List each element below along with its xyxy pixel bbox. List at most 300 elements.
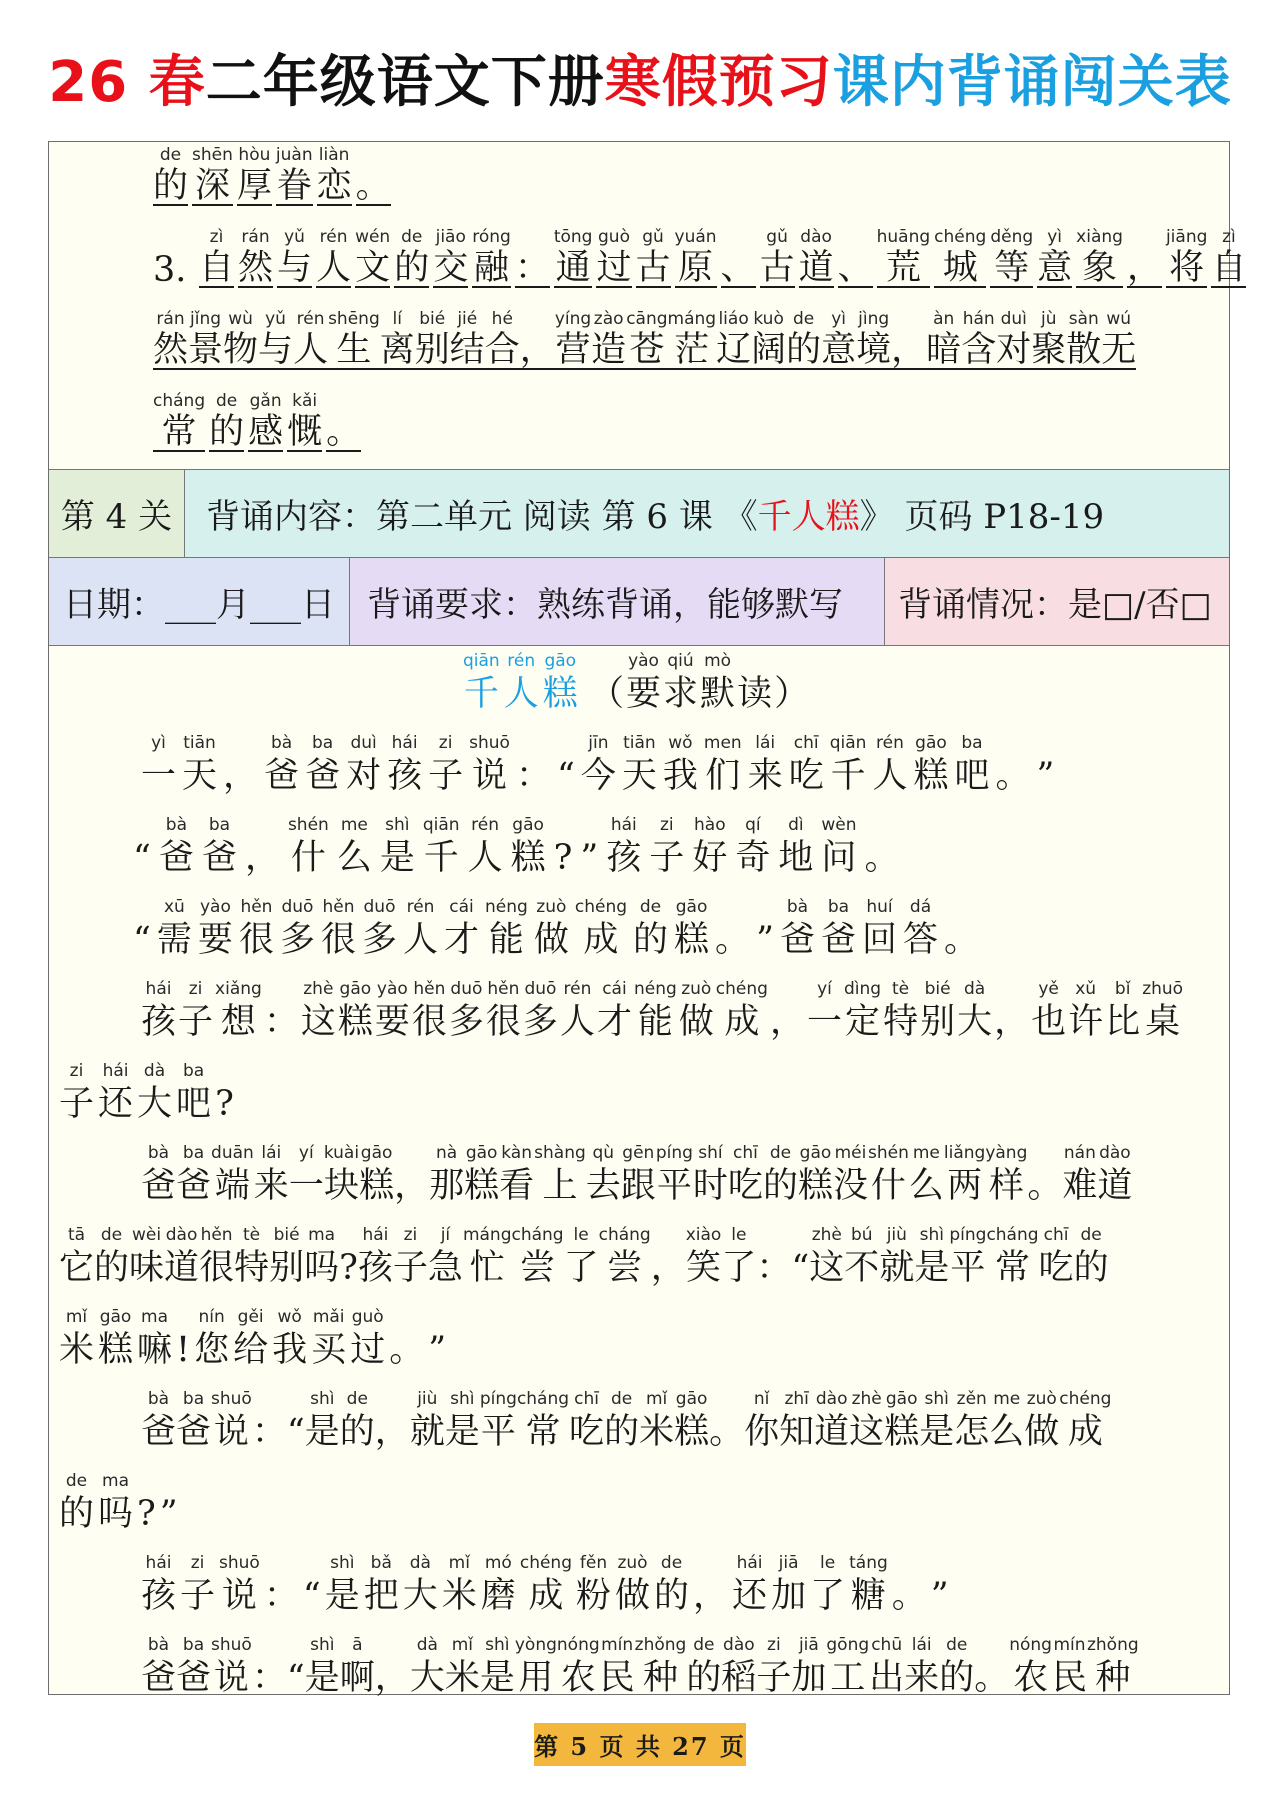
ruby-char (663, 730, 698, 796)
hanzi: “ (556, 756, 575, 796)
pinyin: yào (199, 897, 231, 917)
pinyin: dào (723, 1635, 755, 1655)
hanzi: 许 (1068, 1002, 1104, 1042)
hanzi: 。 (355, 166, 391, 206)
hanzi: 古 (759, 248, 795, 288)
ruby-char (560, 976, 595, 1042)
pinyin: hěn (240, 897, 273, 917)
ruby-char (1037, 224, 1072, 288)
pinyin: jù (1040, 309, 1057, 329)
ruby-char (751, 306, 786, 370)
pinyin: zuò (681, 979, 712, 999)
hanzi: 吗 (98, 1494, 134, 1534)
ruby-char (272, 1304, 307, 1370)
hanzi: 很 (485, 1002, 521, 1042)
ruby-char (304, 1222, 339, 1288)
hanzi: 的 (633, 920, 669, 960)
hanzi: 跟 (620, 1166, 656, 1206)
ruby-char (555, 306, 591, 370)
hanzi: 爸 (779, 920, 815, 960)
hanzi: 离 (379, 330, 415, 370)
hanzi: 读 (737, 674, 773, 714)
ruby-char (1059, 1386, 1111, 1452)
hanzi: ! (176, 1330, 191, 1370)
ruby-char (445, 1386, 480, 1452)
ruby-char (954, 730, 989, 796)
hanzi: 。 (326, 412, 362, 452)
ruby-char (288, 812, 329, 878)
pinyin: nà (436, 1143, 458, 1163)
pinyin: xū (163, 897, 185, 917)
hanzi: 成 (724, 1002, 760, 1042)
ruby-char (704, 730, 742, 796)
pinyin: dà (964, 979, 986, 999)
hanzi: 。 (709, 1412, 745, 1452)
hanzi: 难 (1062, 1166, 1098, 1206)
ruby-char (599, 1222, 651, 1288)
ruby-char (276, 142, 313, 206)
hanzi: 孩 (387, 756, 423, 796)
ruby-char (606, 812, 641, 878)
hanzi: 多 (361, 920, 397, 960)
ruby-char (301, 976, 336, 1042)
hanzi: 的 (686, 1658, 722, 1698)
hanzi: ： (251, 1412, 287, 1452)
pinyin: yǔ (265, 309, 286, 329)
ruby-char (884, 1386, 919, 1452)
hanzi: 天 (621, 756, 657, 796)
hanzi: 对 (346, 756, 382, 796)
hanzi: “ (286, 1412, 305, 1452)
ruby-char (188, 306, 223, 370)
hanzi: 千 (423, 838, 459, 878)
ruby-char (569, 1386, 604, 1452)
hanzi: 这 (300, 1002, 336, 1042)
ruby-char (410, 1386, 445, 1452)
ruby-char (879, 1222, 914, 1288)
hanzi: 那 (429, 1166, 465, 1206)
hanzi: 平 (656, 1166, 692, 1206)
ruby-char (485, 306, 520, 370)
hanzi: 怎 (954, 1412, 990, 1452)
ruby-char (1066, 306, 1101, 370)
pinyin: zhuō (1142, 979, 1184, 999)
ruby-char (472, 224, 511, 288)
pinyin: kuò (753, 309, 784, 329)
ruby-char (199, 224, 234, 288)
ruby-char (176, 1386, 211, 1452)
hanzi: 。 (995, 756, 1031, 796)
pinyin: kàn (501, 1143, 533, 1163)
title-recitation-table: 课内背诵闯关表 (832, 50, 1232, 115)
pinyin: cháng (153, 391, 206, 411)
pinyin: shén (287, 815, 329, 835)
hanzi: 子 (392, 1248, 428, 1288)
pinyin: rán (156, 309, 185, 329)
hanzi: 加 (791, 1658, 827, 1698)
pinyin: yòng (514, 1635, 557, 1655)
hanzi: 还 (732, 1576, 768, 1616)
pinyin: duì (350, 733, 377, 753)
ruby-char (626, 306, 667, 370)
hanzi: 然 (238, 248, 274, 288)
pinyin: xǔ (1075, 979, 1097, 999)
passage-line (141, 730, 1054, 796)
hanzi: 什 (870, 1166, 906, 1206)
pinyin: chī (574, 1389, 599, 1409)
ruby-char (516, 730, 551, 796)
hanzi: 人 (293, 330, 329, 370)
pinyin: ba (208, 815, 231, 835)
hanzi: 种 (1095, 1658, 1131, 1698)
hanzi: 营 (555, 330, 591, 370)
hanzi: 自 (199, 248, 235, 288)
ruby-char (252, 1632, 287, 1698)
ruby-char (280, 894, 315, 960)
pinyin: duō (524, 979, 557, 999)
hanzi: 子 (59, 1084, 95, 1124)
date-field[interactable]: 日期：___月___日 (63, 585, 335, 625)
ruby-char (428, 1304, 446, 1370)
ruby-char (877, 224, 931, 288)
pinyin: me (340, 815, 368, 835)
ruby-char (581, 730, 616, 796)
pinyin: píng (949, 1225, 987, 1245)
ruby-char (639, 1386, 674, 1452)
pinyin: zhī (784, 1389, 809, 1409)
pinyin: wǒ (277, 1307, 302, 1327)
hanzi: 尝 (520, 1248, 556, 1288)
pinyin: gāo (675, 1389, 708, 1409)
ruby-char (675, 224, 717, 288)
pinyin: jiù (417, 1389, 438, 1409)
pinyin: chī (733, 1143, 758, 1163)
ruby-char (375, 1632, 410, 1698)
level-label-cell (49, 470, 184, 557)
pinyin: nín (198, 1307, 225, 1327)
hanzi: 荒 (885, 248, 921, 288)
ruby-char (94, 1222, 129, 1288)
hanzi: 种 (642, 1658, 678, 1698)
ruby-char (799, 224, 834, 288)
hanzi: 生 (336, 330, 372, 370)
ruby-char (423, 812, 460, 878)
hanzi: 境 (856, 330, 892, 370)
pinyin: gāo (675, 897, 708, 917)
pinyin: duō (363, 897, 396, 917)
passage-line (59, 1222, 1109, 1288)
hanzi: 是 (914, 1248, 950, 1288)
ruby-char (277, 224, 312, 288)
ruby-char (209, 388, 244, 452)
ruby-char (415, 306, 450, 370)
hanzi: 。 (891, 1576, 927, 1616)
pinyin: dào (1099, 1143, 1131, 1163)
pinyin: hái (610, 815, 637, 835)
pinyin: zì (1222, 227, 1236, 247)
hanzi: 交 (433, 248, 469, 288)
pinyin: duì (1000, 309, 1027, 329)
ruby-char (375, 1386, 410, 1452)
ruby-char (700, 648, 735, 714)
ruby-char (821, 306, 856, 370)
hanzi: 味 (129, 1248, 165, 1288)
hanzi: ， (374, 1412, 410, 1452)
pinyin: juàn (275, 145, 313, 165)
ruby-char (481, 1550, 516, 1616)
ruby-char (359, 1140, 394, 1206)
ruby-char (153, 388, 205, 452)
hanzi: 糕 (884, 1412, 920, 1452)
hanzi: 做 (533, 920, 569, 960)
pinyin: ba (311, 733, 334, 753)
ruby-char (219, 1550, 260, 1616)
hanzi: 多 (522, 1002, 558, 1042)
divider (884, 558, 885, 645)
ruby-char (337, 812, 372, 878)
hanzi: 没 (832, 1166, 868, 1206)
pinyin: hòu (238, 145, 271, 165)
pinyin: shí (698, 1143, 723, 1163)
ruby-char (693, 1550, 728, 1616)
pinyin: bà (270, 733, 293, 753)
text-line (49, 812, 1229, 894)
ruby-char (693, 1140, 728, 1206)
hanzi: ” (428, 1330, 447, 1370)
pinyin: zhǒng (634, 1635, 687, 1655)
hanzi: 多 (279, 920, 315, 960)
pinyin: chéng (934, 227, 987, 247)
hanzi: 一 (806, 1002, 842, 1042)
hanzi: 天 (182, 756, 218, 796)
pinyin: hěn (200, 1225, 233, 1245)
date-cell (49, 558, 349, 645)
ruby-char (791, 1632, 826, 1698)
ruby-char (833, 1140, 868, 1206)
ruby-char (180, 1550, 215, 1616)
hanzi: 么 (989, 1412, 1025, 1452)
hanzi: 糕 (359, 1166, 395, 1206)
hanzi: 特 (234, 1248, 270, 1288)
pinyin: táng (849, 1553, 888, 1573)
ruby-char (176, 1632, 211, 1698)
pinyin: bié (273, 1225, 300, 1245)
pinyin: jǐng (190, 309, 222, 329)
ruby-char (674, 1386, 709, 1452)
pinyin: qiān (463, 651, 500, 671)
hanzi: 造 (591, 330, 627, 370)
pinyin: ā (352, 1635, 363, 1655)
requirement-cell (349, 558, 884, 645)
hanzi: ? (339, 1248, 358, 1288)
hanzi: 的 (339, 1412, 375, 1452)
ruby-char (774, 648, 809, 714)
pinyin: ma (141, 1307, 169, 1327)
hanzi: 孩 (606, 838, 642, 878)
ruby-char (709, 1386, 744, 1452)
pinyin: jié (457, 309, 478, 329)
hanzi: 来 (904, 1658, 940, 1698)
pinyin: de (215, 391, 238, 411)
text-line (49, 894, 1229, 976)
ruby-char (534, 1140, 586, 1206)
ruby-char (821, 894, 856, 960)
hanzi: 大 (137, 1084, 173, 1124)
hanzi: 是 (444, 1412, 480, 1452)
hanzi: 端 (214, 1166, 250, 1206)
hanzi: 就 (409, 1412, 445, 1452)
text-line (49, 142, 1229, 224)
hanzi: “ (133, 838, 151, 878)
underlined-phrase (153, 306, 1136, 370)
pinyin: yǔ (284, 227, 305, 247)
hanzi: 想 (220, 1002, 256, 1042)
pinyin: yì (831, 309, 847, 329)
pinyin: ba (827, 897, 850, 917)
ruby-char (153, 306, 188, 370)
ruby-char (686, 1632, 721, 1698)
pinyin: jīn (588, 733, 609, 753)
pinyin: jiāng (1165, 227, 1208, 247)
hanzi: ， (223, 756, 259, 796)
ruby-char (604, 1386, 639, 1452)
ruby-char (293, 306, 328, 370)
hanzi: 说 (213, 1658, 249, 1698)
ruby-char (826, 1632, 869, 1698)
ruby-char (1068, 976, 1103, 1042)
text-line (49, 1058, 1229, 1140)
ruby-char (428, 730, 463, 796)
pinyin: shì (485, 1635, 510, 1655)
ruby-char (237, 142, 272, 206)
ruby-char (634, 976, 677, 1042)
ruby-char (554, 224, 593, 288)
hanzi: 。 (715, 920, 751, 960)
ruby-char (789, 730, 824, 796)
status-checkbox[interactable]: 背诵情况：是□/否□ (898, 585, 1212, 625)
pinyin: de (1080, 1225, 1102, 1245)
ruby-char (211, 1140, 254, 1206)
hanzi: ” (756, 920, 774, 960)
passage-line (141, 1140, 1132, 1206)
pinyin: bà (147, 1635, 170, 1655)
hanzi: 民 (599, 1658, 635, 1698)
text-line (49, 388, 1229, 470)
ruby-char (264, 1550, 299, 1616)
ruby-char (321, 894, 356, 960)
ruby-char (920, 976, 955, 1042)
ruby-char (303, 1550, 321, 1616)
pinyin: de (792, 309, 815, 329)
ruby-char (1127, 224, 1162, 288)
ruby-char (233, 1304, 268, 1370)
pinyin: qí (745, 815, 761, 835)
hanzi: 特 (883, 1002, 919, 1042)
ruby-char (358, 1222, 393, 1288)
pinyin: duān (211, 1143, 254, 1163)
ruby-char (957, 976, 992, 1042)
hanzi: 多 (448, 1002, 484, 1042)
hanzi: 说 (213, 1412, 249, 1452)
hanzi: 成 (528, 1576, 564, 1616)
hanzi: 你 (744, 1412, 780, 1452)
pinyin: zhè (303, 979, 334, 999)
ruby-char (499, 1140, 534, 1206)
text-line (49, 1304, 1229, 1386)
ruby-char (375, 976, 410, 1042)
hanzi: 通 (555, 248, 591, 288)
pinyin: gǔ (642, 227, 664, 247)
pinyin: nán (1063, 1143, 1096, 1163)
pinyin: sàn (1068, 309, 1099, 329)
hanzi: ： (514, 248, 550, 288)
pinyin: hěn (322, 897, 355, 917)
hanzi: 要 (626, 674, 662, 714)
hanzi: 千 (463, 674, 499, 714)
pinyin: róng (472, 227, 511, 247)
hanzi: 这 (809, 1248, 845, 1288)
hanzi: 吗 (304, 1248, 340, 1288)
ruby-char (141, 1140, 176, 1206)
pinyin: yào (628, 651, 659, 671)
hanzi: 意 (821, 330, 857, 370)
ruby-char (325, 1550, 360, 1616)
hanzi: 常 (525, 1412, 561, 1452)
hanzi: 无 (1101, 330, 1137, 370)
pinyin: xiǎng (215, 979, 262, 999)
pinyin: dìng (843, 979, 882, 999)
ruby-char (287, 388, 322, 452)
ruby-char (856, 306, 891, 370)
ruby-char (686, 1222, 722, 1288)
hanzi: 常 (994, 1248, 1030, 1288)
hanzi: 啊 (339, 1658, 375, 1698)
ruby-char (199, 1222, 234, 1288)
pinyin: guò (351, 1307, 384, 1327)
pinyin: shuō (211, 1389, 252, 1409)
hanzi: 爸 (141, 1166, 177, 1206)
hanzi: ， (650, 1248, 686, 1288)
hanzi: 孩 (141, 1576, 177, 1616)
ruby-char (137, 1468, 156, 1534)
ruby-char (442, 1550, 477, 1616)
ruby-char (239, 894, 274, 960)
hanzi: 人 (403, 920, 439, 960)
ruby-char (656, 1140, 693, 1206)
ruby-char (994, 976, 1029, 1042)
hanzi: ? (137, 1494, 156, 1534)
hanzi: 不 (844, 1248, 880, 1288)
pinyin: shuō (219, 1553, 260, 1573)
ruby-char (202, 812, 237, 878)
pinyin: jiù (886, 1225, 907, 1245)
hanzi: 好 (692, 838, 728, 878)
hanzi: 奇 (735, 838, 771, 878)
hanzi: 忙 (469, 1248, 505, 1288)
ruby-char (362, 894, 397, 960)
ruby-char (926, 306, 961, 370)
hanzi: 农 (560, 1658, 596, 1698)
hanzi: 糕 (913, 756, 949, 796)
hanzi: 大 (402, 1576, 438, 1616)
ruby-char (153, 142, 188, 206)
hanzi: 人 (872, 756, 908, 796)
hanzi: 很 (199, 1248, 235, 1288)
pinyin: zi (767, 1635, 781, 1655)
hanzi: 聚 (1031, 330, 1067, 370)
pinyin: máng (667, 309, 717, 329)
pinyin: néng (633, 979, 677, 999)
